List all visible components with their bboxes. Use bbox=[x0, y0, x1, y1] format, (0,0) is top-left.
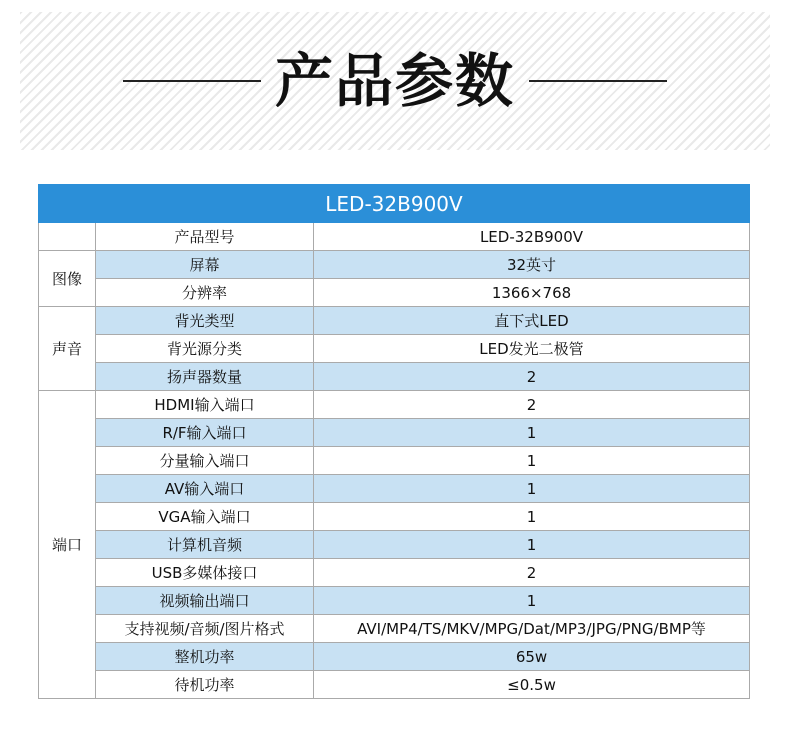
table-row bbox=[39, 643, 750, 671]
spec-value: LED-32B900V bbox=[314, 223, 750, 251]
spec-value: 2 bbox=[314, 391, 750, 419]
spec-value: 直下式LED bbox=[314, 307, 750, 335]
title-right-rule bbox=[529, 80, 667, 82]
category-cell: 端口 bbox=[39, 391, 96, 699]
spec-table-body bbox=[39, 223, 750, 699]
spec-value: 2 bbox=[314, 363, 750, 391]
table-row bbox=[39, 223, 750, 251]
spec-label: 视频输出端口 bbox=[96, 587, 314, 615]
spec-value: 1 bbox=[314, 531, 750, 559]
table-row bbox=[39, 251, 750, 279]
table-row bbox=[39, 447, 750, 475]
spec-value: 1 bbox=[314, 503, 750, 531]
spec-value: AVI/MP4/TS/MKV/MPG/Dat/MP3/JPG/PNG/BMP等 bbox=[314, 615, 750, 643]
spec-table bbox=[38, 184, 750, 699]
spec-value: 1 bbox=[314, 447, 750, 475]
spec-label: 背光源分类 bbox=[96, 335, 314, 363]
table-row bbox=[39, 671, 750, 699]
table-row bbox=[39, 559, 750, 587]
spec-label: HDMI输入端口 bbox=[96, 391, 314, 419]
spec-label: 待机功率 bbox=[96, 671, 314, 699]
title-banner bbox=[20, 12, 770, 150]
table-row bbox=[39, 391, 750, 419]
category-cell bbox=[39, 223, 96, 251]
spec-value: 1366×768 bbox=[314, 279, 750, 307]
table-row bbox=[39, 419, 750, 447]
table-row bbox=[39, 475, 750, 503]
spec-label: 分辨率 bbox=[96, 279, 314, 307]
table-row bbox=[39, 335, 750, 363]
spec-label: 计算机音频 bbox=[96, 531, 314, 559]
table-row bbox=[39, 587, 750, 615]
spec-value: 2 bbox=[314, 559, 750, 587]
table-row bbox=[39, 363, 750, 391]
spec-label: 分量输入端口 bbox=[96, 447, 314, 475]
spec-label: R/F输入端口 bbox=[96, 419, 314, 447]
spec-value: 65w bbox=[314, 643, 750, 671]
spec-value: 1 bbox=[314, 419, 750, 447]
title-left-rule bbox=[123, 80, 261, 82]
table-row bbox=[39, 615, 750, 643]
spec-value: 32英寸 bbox=[314, 251, 750, 279]
spec-value: 1 bbox=[314, 475, 750, 503]
spec-value: ≤0.5w bbox=[314, 671, 750, 699]
spec-label: VGA输入端口 bbox=[96, 503, 314, 531]
banner-title-group bbox=[20, 12, 770, 150]
spec-label: 屏幕 bbox=[96, 251, 314, 279]
spec-label: 扬声器数量 bbox=[96, 363, 314, 391]
table-row bbox=[39, 531, 750, 559]
table-row bbox=[39, 307, 750, 335]
category-cell: 声音 bbox=[39, 307, 96, 391]
spec-value: LED发光二极管 bbox=[314, 335, 750, 363]
spec-label: 产品型号 bbox=[96, 223, 314, 251]
spec-value: 1 bbox=[314, 587, 750, 615]
spec-label: 背光类型 bbox=[96, 307, 314, 335]
table-row bbox=[39, 503, 750, 531]
spec-label: 支持视频/音频/图片格式 bbox=[96, 615, 314, 643]
spec-label: AV输入端口 bbox=[96, 475, 314, 503]
table-header-row bbox=[39, 185, 750, 223]
spec-label: USB多媒体接口 bbox=[96, 559, 314, 587]
category-cell: 图像 bbox=[39, 251, 96, 307]
page-title: 产品参数 bbox=[274, 47, 515, 115]
table-row bbox=[39, 279, 750, 307]
model-header: LED-32B900V bbox=[39, 185, 750, 223]
spec-label: 整机功率 bbox=[96, 643, 314, 671]
